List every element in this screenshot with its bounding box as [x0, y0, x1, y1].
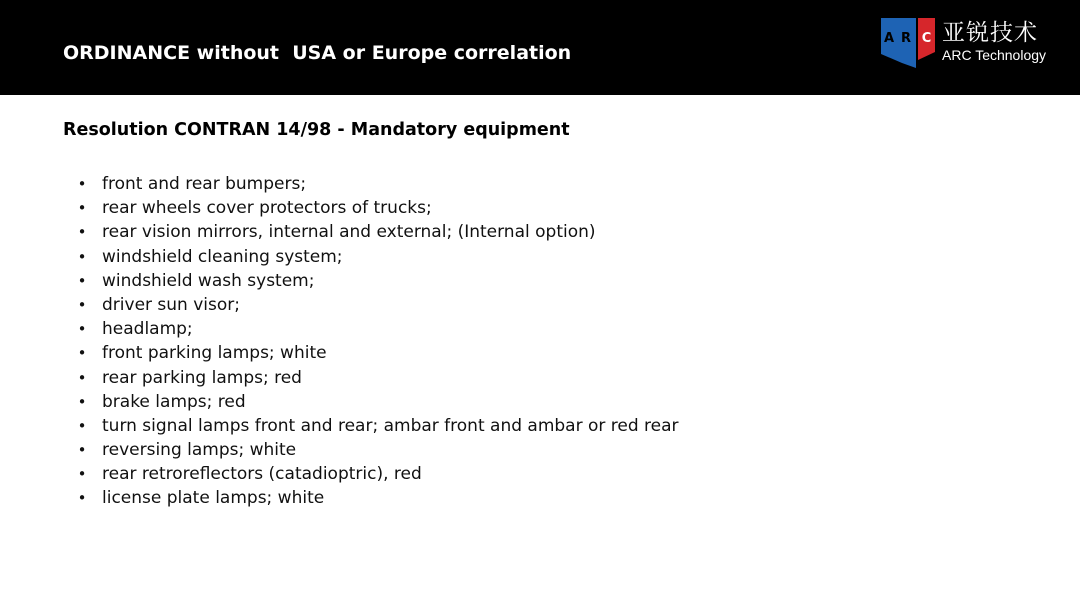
- bullet-icon: •: [77, 199, 87, 218]
- company-logo: [880, 16, 1060, 72]
- logo-letter-c: C: [921, 31, 932, 46]
- list-item-text: headlamp;: [102, 319, 193, 340]
- logo-english-name: ARC Technology: [942, 47, 1047, 63]
- list-item: [76, 220, 679, 244]
- list-item: [76, 317, 679, 341]
- list-item: [76, 486, 679, 510]
- list-item: [76, 245, 679, 269]
- list-item-text: rear retroreflectors (catadioptric), red: [102, 464, 422, 485]
- list-item-text: rear wheels cover protectors of trucks;: [102, 198, 432, 219]
- bullet-icon: •: [77, 223, 87, 242]
- list-item-text: windshield cleaning system;: [102, 246, 343, 267]
- list-item-text: rear vision mirrors, internal and external; (Internal option): [102, 222, 596, 243]
- list-item: [76, 390, 679, 414]
- list-item-text: brake lamps; red: [102, 391, 246, 412]
- list-item-text: driver sun visor;: [102, 294, 240, 315]
- logo-letter-a: A: [883, 31, 895, 46]
- bullet-icon: •: [77, 392, 87, 411]
- logo-chinese-name: 亚锐技术: [942, 20, 1038, 46]
- list-item: [76, 172, 679, 196]
- list-item: [76, 341, 679, 365]
- section-heading: Resolution CONTRAN 14/98 - Mandatory equipment: [63, 120, 570, 140]
- list-item: [76, 438, 679, 462]
- bullet-icon: •: [77, 271, 87, 290]
- bullet-icon: •: [77, 416, 87, 435]
- bullet-icon: •: [77, 368, 87, 387]
- bullet-icon: •: [77, 320, 87, 339]
- list-item: [76, 269, 679, 293]
- list-item-text: turn signal lamps front and rear; ambar front and ambar or red rear: [102, 415, 679, 436]
- list-item: [76, 414, 679, 438]
- list-item: [76, 293, 679, 317]
- list-item: [76, 366, 679, 390]
- list-item-text: license plate lamps; white: [102, 488, 325, 509]
- arc-logo-icon: [880, 16, 936, 72]
- list-item-text: front parking lamps; white: [102, 343, 327, 364]
- page-title: ORDINANCE without USA or Europe correlation: [63, 42, 572, 64]
- list-item: [76, 196, 679, 220]
- list-item-text: front and rear bumpers;: [102, 174, 307, 194]
- bullet-icon: •: [77, 175, 87, 193]
- bullet-icon: •: [77, 465, 87, 484]
- bullet-icon: •: [77, 247, 87, 266]
- list-item: [76, 462, 679, 486]
- bullet-icon: •: [77, 344, 87, 363]
- list-item-text: windshield wash system;: [102, 270, 315, 291]
- bullet-icon: •: [77, 295, 87, 314]
- logo-letter-r: R: [900, 31, 912, 46]
- header-bar: [0, 0, 1080, 95]
- bullet-icon: •: [77, 441, 87, 460]
- list-item-text: reversing lamps; white: [102, 440, 297, 461]
- bullet-icon: •: [77, 489, 87, 508]
- list-item-text: rear parking lamps; red: [102, 367, 302, 388]
- equipment-list: [76, 172, 679, 511]
